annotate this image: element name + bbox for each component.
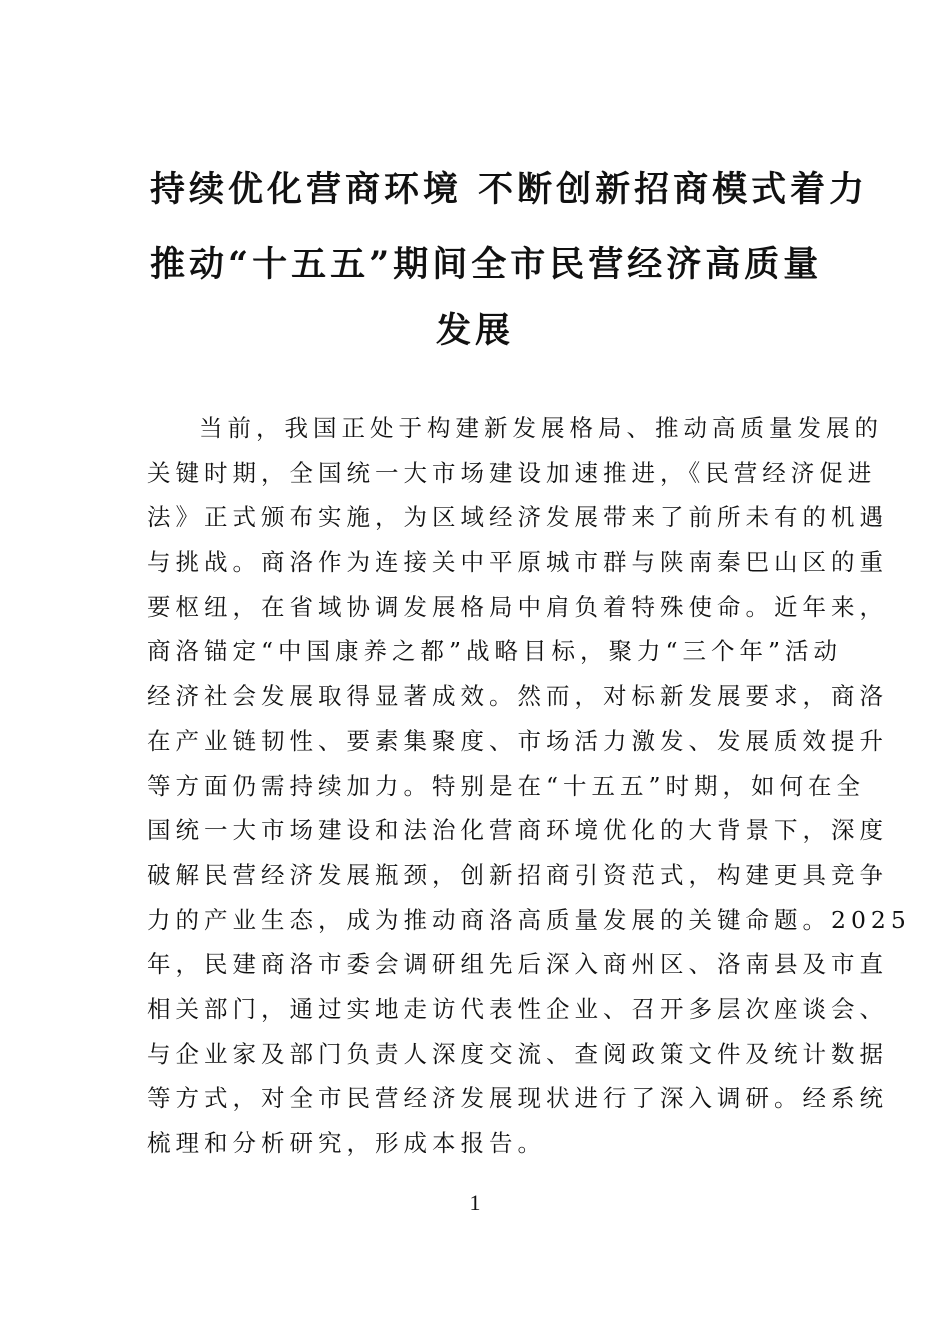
- body-line: 国统一大市场建设和法治化营商环境优化的大背景下，深度: [147, 816, 888, 845]
- body-line: 梳理和分析研究，形成本报告。: [147, 1129, 546, 1157]
- title-line: 持续优化营商环境 不断创新招商模式着力: [150, 169, 869, 210]
- body-line: 当前，我国正处于构建新发展格局、推动高质量发展的: [199, 414, 883, 442]
- body-line: 与挑战。商洛作为连接关中平原城市群与陕南秦巴山区的重: [147, 548, 888, 577]
- body-line: 力的产业生态，成为推动商洛高质量发展的关键命题。2025: [147, 905, 911, 934]
- body-line: 破解民营经济发展瓶颈，创新招商引资范式，构建更具竞争: [147, 860, 888, 889]
- body-line: 法》正式颁布实施，为区域经济发展带来了前所未有的机遇: [147, 503, 888, 532]
- title-line: 发展: [435, 310, 514, 351]
- body-line: 与企业家及部门负责人深度交流、查阅政策文件及统计数据: [147, 1039, 888, 1068]
- body-line: 关键时期，全国统一大市场建设加速推进，《民营经济促进: [147, 458, 877, 487]
- body-line: 要枢纽，在省域协调发展格局中肩负着特殊使命。近年来，: [147, 592, 888, 621]
- body-line: 等方式，对全市民营经济发展现状进行了深入调研。经系统: [147, 1084, 888, 1113]
- body-line: 相关部门，通过实地走访代表性企业、召开多层次座谈会、: [147, 994, 888, 1023]
- body-paragraph: [147, 406, 911, 1166]
- body-line: 经济社会发展取得显著成效。然而，对标新发展要求，商洛: [147, 682, 888, 711]
- page-number: 1: [469, 1190, 481, 1215]
- body-line: 商洛锚定“中国康养之都”战略目标，聚力“三个年”活动: [147, 637, 843, 666]
- body-line: 等方面仍需持续加力。特别是在“十五五”时期，如何在全: [147, 771, 866, 800]
- title-line: 推动“十五五”期间全市民营经济高质量: [150, 244, 823, 285]
- body-line: 年，民建商洛市委会调研组先后深入商州区、洛南县及市直: [147, 950, 888, 979]
- body-line: 在产业链韧性、要素集聚度、市场活力激发、发展质效提升: [147, 726, 888, 755]
